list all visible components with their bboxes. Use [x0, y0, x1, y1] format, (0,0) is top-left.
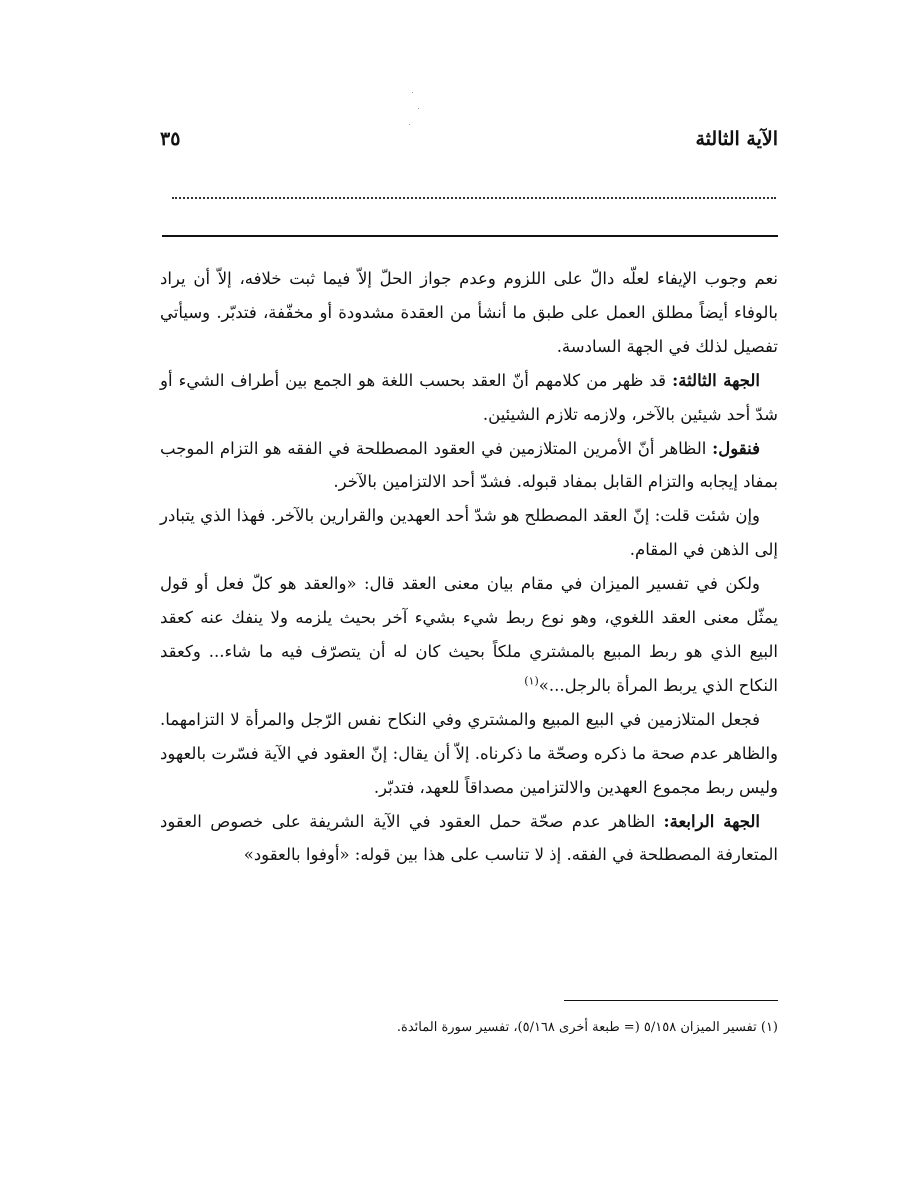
main-text [160, 262, 778, 872]
paragraph [160, 364, 778, 432]
scan-speck [409, 124, 410, 125]
paragraph [160, 432, 778, 500]
paragraph-text: الظاهر عدم صحّة حمل العقود في الآية الشريفة على خصوص العقود المتعارفة المصطلحة في الفقه. إذ لا تناسب على هذا بين قوله: «أوفوا بالعقود» [160, 811, 778, 865]
paragraph-text: نعم وجوب الإيفاء لعلّه دالّ على اللزوم وعدم جواز الحلّ إلاّ فيما ثبت خلافه، إلاّ أن يراد بالوفاء أيضاً مطلق العمل على طبق ما أنشأ من العقدة مشدودة أو مخفّفة، فتدبّر. وسيأتي تفصيل لذلك في الجهة السادسة. [160, 269, 778, 356]
footnote: (١) تفسير الميزان ٥/١٥٨ (= طبعة أخرى ٥/١٦٨)، تفسير سورة المائدة. [396, 1020, 778, 1035]
paragraph-text: ولكن في تفسير الميزان في مقام بيان معنى العقد قال: «والعقد هو كلّ فعل أو قول يمثّل معنى العقد اللغوي، وهو نوع ربط شيء بشيء آخر بحيث يلزمه ولا ينفك عنه كعقد البيع الذي هو ربط المبيع بالمشتري ملكاً بحيث كان له أن يتصرّف فيه ما شاء... وكعقد النكاح الذي يربط المرأة بالرجل...» [160, 574, 778, 695]
scan-speck [418, 108, 419, 109]
header-rule [162, 235, 778, 237]
dotted-divider [172, 197, 776, 199]
paragraph-lead: الجهة الرابعة: [663, 811, 760, 831]
page-header [160, 128, 778, 158]
paragraph [160, 499, 778, 567]
paragraph-text: وإن شئت قلت: إنّ العقد المصطلح هو شدّ أحد العهدين والقرارين بالآخر. فهذا الذي يتبادر إلى الذهن في المقام. [160, 506, 778, 560]
page-number: ٣٥ [160, 128, 181, 150]
paragraph [160, 703, 778, 805]
paragraph [160, 805, 778, 873]
paragraph [160, 567, 778, 703]
paragraph-lead: الجهة الثالثة: [672, 370, 760, 390]
running-title: الآية الثالثة [695, 128, 778, 150]
paragraph-lead: فنقول: [712, 438, 760, 458]
paragraph-text: الظاهر أنّ الأمرين المتلازمين في العقود المصطلحة في الفقه هو التزام الموجب بمفاد إيجابه والتزام القابل بمفاد قبوله. فشدّ أحد الالتزامين بالآخر. [160, 438, 778, 492]
footnote-marker: (١) [524, 674, 539, 688]
paragraph-text: فجعل المتلازمين في البيع المبيع والمشتري وفي النكاح نفس الرّجل والمرأة لا التزامهما. والظاهر عدم صحة ما ذكره وصحّة ما ذكرناه. إلاّ أن يقال: إنّ العقود في الآية فسّرت بالعهود وليس ربط مجموع العهدين والالتزامين مصداقاً للعهد، فتدبّر. [160, 709, 778, 797]
scan-speck [412, 92, 413, 93]
paragraph-text: قد ظهر من كلامهم أنّ العقد بحسب اللغة هو الجمع بين أطراف الشيء أو شدّ أحد شيئين بالآخر، ولازمه تلازم الشيئين. [160, 370, 778, 424]
footnote-rule [564, 1000, 778, 1001]
paragraph [160, 262, 778, 364]
